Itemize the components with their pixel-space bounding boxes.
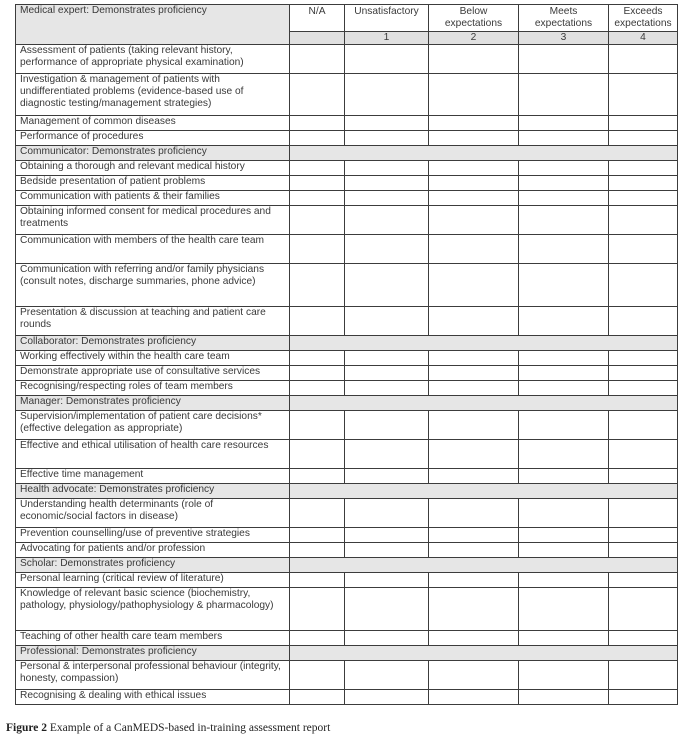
section-label: Professional: Demonstrates proficiency [16, 646, 290, 661]
rating-cell[interactable] [290, 45, 345, 74]
section-row [16, 146, 678, 161]
rating-cell[interactable] [609, 469, 678, 484]
rating-cell[interactable] [290, 690, 345, 705]
table-row [16, 469, 678, 484]
rating-cell[interactable] [429, 116, 519, 131]
rating-cell[interactable] [429, 307, 519, 336]
rating-cell[interactable] [519, 235, 609, 264]
item-label: Presentation & discussion at teaching and patient care rounds [16, 307, 290, 336]
rating-cell[interactable] [429, 351, 519, 366]
table-row [16, 206, 678, 235]
rating-cell[interactable] [609, 161, 678, 176]
section-spacer [290, 396, 678, 411]
rating-cell[interactable] [429, 45, 519, 74]
rating-cell[interactable] [519, 631, 609, 646]
rating-cell[interactable] [609, 45, 678, 74]
item-label: Communication with members of the health care team [16, 235, 290, 264]
rating-cell[interactable] [609, 74, 678, 116]
assessment-table [15, 4, 678, 705]
rating-cell[interactable] [345, 45, 429, 74]
rating-cell[interactable] [519, 440, 609, 469]
section-label: Health advocate: Demonstrates proficiency [16, 484, 290, 499]
table-row [16, 45, 678, 74]
item-label: Management of common diseases [16, 116, 290, 131]
rating-cell[interactable] [519, 381, 609, 396]
rating-cell[interactable] [290, 440, 345, 469]
rating-cell[interactable] [290, 573, 345, 588]
table-row [16, 411, 678, 440]
rating-cell[interactable] [345, 176, 429, 191]
rating-cell[interactable] [609, 116, 678, 131]
rating-cell[interactable] [609, 131, 678, 146]
item-label: Personal learning (critical review of literature) [16, 573, 290, 588]
rating-cell[interactable] [290, 381, 345, 396]
item-label: Effective time management [16, 469, 290, 484]
item-label: Communication with referring and/or family physicians (consult notes, discharge summaries, phone advice) [16, 264, 290, 307]
rating-cell[interactable] [345, 499, 429, 528]
table-row [16, 116, 678, 131]
rating-cell[interactable] [609, 307, 678, 336]
section-row [16, 336, 678, 351]
rating-cell[interactable] [609, 573, 678, 588]
rating-cell[interactable] [290, 588, 345, 631]
rating-cell[interactable] [609, 264, 678, 307]
rating-cell[interactable] [519, 116, 609, 131]
rating-cell[interactable] [609, 631, 678, 646]
rating-cell[interactable] [429, 543, 519, 558]
item-label: Understanding health determinants (role of economic/social factors in disease) [16, 499, 290, 528]
rating-cell[interactable] [609, 191, 678, 206]
rating-cell[interactable] [345, 264, 429, 307]
rating-cell[interactable] [345, 131, 429, 146]
rating-cell[interactable] [290, 469, 345, 484]
header-row [16, 5, 678, 32]
rating-cell[interactable] [519, 573, 609, 588]
col-na: N/A [290, 5, 345, 32]
rating-cell[interactable] [429, 631, 519, 646]
item-label: Assessment of patients (taking relevant history, performance of appropriate physical examination) [16, 45, 290, 74]
item-label: Knowledge of relevant basic science (biochemistry, pathology, physiology/pathophysiology & pharmacology) [16, 588, 290, 631]
scale-1: 1 [345, 32, 429, 45]
rating-cell[interactable] [345, 543, 429, 558]
scale-4: 4 [609, 32, 678, 45]
section-row [16, 484, 678, 499]
section-label: Manager: Demonstrates proficiency [16, 396, 290, 411]
rating-cell[interactable] [609, 543, 678, 558]
rating-cell[interactable] [345, 528, 429, 543]
section-row [16, 646, 678, 661]
rating-cell[interactable] [290, 411, 345, 440]
scale-na [290, 32, 345, 45]
rating-cell[interactable] [290, 116, 345, 131]
figure-caption [6, 722, 330, 734]
figure-label: Figure 2 [6, 722, 47, 734]
rating-cell[interactable] [519, 661, 609, 690]
section-row [16, 558, 678, 573]
rating-cell[interactable] [429, 528, 519, 543]
table-row [16, 351, 678, 366]
rating-cell[interactable] [345, 411, 429, 440]
rating-cell[interactable] [290, 131, 345, 146]
rating-cell[interactable] [519, 528, 609, 543]
rating-cell[interactable] [519, 131, 609, 146]
rating-cell[interactable] [429, 661, 519, 690]
table-row [16, 528, 678, 543]
rating-cell[interactable] [429, 573, 519, 588]
rating-cell[interactable] [345, 235, 429, 264]
rating-cell[interactable] [345, 588, 429, 631]
item-label: Recognising & dealing with ethical issues [16, 690, 290, 705]
rating-cell[interactable] [609, 381, 678, 396]
item-label: Personal & interpersonal professional behaviour (integrity, honesty, compassion) [16, 661, 290, 690]
rating-cell[interactable] [345, 661, 429, 690]
item-label: Supervision/implementation of patient care decisions* (effective delegation as appropriate) [16, 411, 290, 440]
rating-cell[interactable] [290, 307, 345, 336]
col-exceeds-expectations: Exceeds expectations [609, 5, 678, 32]
scale-2: 2 [429, 32, 519, 45]
rating-cell[interactable] [609, 366, 678, 381]
rating-cell[interactable] [290, 176, 345, 191]
rating-cell[interactable] [519, 351, 609, 366]
rating-cell[interactable] [345, 573, 429, 588]
item-label: Advocating for patients and/or profession [16, 543, 290, 558]
col-meets-expectations: Meets expectations [519, 5, 609, 32]
rating-cell[interactable] [519, 45, 609, 74]
rating-cell[interactable] [429, 366, 519, 381]
table-row [16, 307, 678, 336]
rating-cell[interactable] [429, 469, 519, 484]
rating-cell[interactable] [429, 690, 519, 705]
section-medical-expert: Medical expert: Demonstrates proficiency [16, 5, 290, 45]
rating-cell[interactable] [345, 366, 429, 381]
rating-cell[interactable] [519, 588, 609, 631]
table-row [16, 661, 678, 690]
rating-cell[interactable] [429, 588, 519, 631]
item-label: Effective and ethical utilisation of health care resources [16, 440, 290, 469]
rating-cell[interactable] [609, 661, 678, 690]
item-label: Working effectively within the health care team [16, 351, 290, 366]
rating-cell[interactable] [519, 469, 609, 484]
item-label: Obtaining a thorough and relevant medical history [16, 161, 290, 176]
rating-cell[interactable] [429, 74, 519, 116]
rating-cell[interactable] [609, 411, 678, 440]
rating-cell[interactable] [345, 469, 429, 484]
table-row [16, 588, 678, 631]
rating-cell[interactable] [345, 351, 429, 366]
table-row [16, 235, 678, 264]
rating-cell[interactable] [429, 411, 519, 440]
rating-cell[interactable] [345, 206, 429, 235]
table-row [16, 690, 678, 705]
section-spacer [290, 146, 678, 161]
rating-cell[interactable] [519, 307, 609, 336]
rating-cell[interactable] [429, 206, 519, 235]
rating-cell[interactable] [345, 690, 429, 705]
item-label: Prevention counselling/use of preventive strategies [16, 528, 290, 543]
rating-cell[interactable] [290, 631, 345, 646]
item-label: Performance of procedures [16, 131, 290, 146]
rating-cell[interactable] [429, 131, 519, 146]
rating-cell[interactable] [290, 499, 345, 528]
item-label: Recognising/respecting roles of team members [16, 381, 290, 396]
rating-cell[interactable] [290, 366, 345, 381]
rating-cell[interactable] [345, 440, 429, 469]
rating-cell[interactable] [345, 74, 429, 116]
rating-cell[interactable] [345, 307, 429, 336]
rating-cell[interactable] [609, 528, 678, 543]
rating-cell[interactable] [290, 206, 345, 235]
section-row [16, 396, 678, 411]
table-row [16, 440, 678, 469]
rating-cell[interactable] [609, 351, 678, 366]
rating-cell[interactable] [609, 690, 678, 705]
rating-cell[interactable] [519, 543, 609, 558]
item-label: Demonstrate appropriate use of consultative services [16, 366, 290, 381]
table-row [16, 264, 678, 307]
table-row [16, 191, 678, 206]
rating-cell[interactable] [345, 191, 429, 206]
rating-cell[interactable] [519, 176, 609, 191]
item-label: Bedside presentation of patient problems [16, 176, 290, 191]
section-label: Scholar: Demonstrates proficiency [16, 558, 290, 573]
rating-cell[interactable] [345, 381, 429, 396]
col-below-expectations: Below expectations [429, 5, 519, 32]
rating-cell[interactable] [345, 116, 429, 131]
section-label: Communicator: Demonstrates proficiency [16, 146, 290, 161]
rating-cell[interactable] [429, 381, 519, 396]
rating-cell[interactable] [429, 499, 519, 528]
rating-cell[interactable] [519, 690, 609, 705]
table-row [16, 131, 678, 146]
col-unsatisfactory: Unsatisfactory [345, 5, 429, 32]
rating-cell[interactable] [429, 161, 519, 176]
rating-cell[interactable] [609, 206, 678, 235]
rating-cell[interactable] [290, 528, 345, 543]
rating-cell[interactable] [290, 351, 345, 366]
item-label: Teaching of other health care team members [16, 631, 290, 646]
table-row [16, 573, 678, 588]
rating-cell[interactable] [429, 440, 519, 469]
rating-cell[interactable] [519, 411, 609, 440]
rating-cell[interactable] [345, 631, 429, 646]
rating-cell[interactable] [519, 161, 609, 176]
rating-cell[interactable] [290, 264, 345, 307]
item-label: Obtaining informed consent for medical procedures and treatments [16, 206, 290, 235]
rating-cell[interactable] [429, 235, 519, 264]
rating-cell[interactable] [519, 191, 609, 206]
rating-cell[interactable] [609, 176, 678, 191]
rating-cell[interactable] [290, 74, 345, 116]
section-spacer [290, 484, 678, 499]
table-row [16, 74, 678, 116]
rating-cell[interactable] [519, 499, 609, 528]
rating-cell[interactable] [609, 588, 678, 631]
table-row [16, 631, 678, 646]
table-row [16, 366, 678, 381]
rating-cell[interactable] [519, 366, 609, 381]
table-row [16, 499, 678, 528]
table-row [16, 161, 678, 176]
section-spacer [290, 558, 678, 573]
rating-cell[interactable] [429, 264, 519, 307]
rating-cell[interactable] [609, 235, 678, 264]
rating-cell[interactable] [609, 440, 678, 469]
rating-cell[interactable] [519, 74, 609, 116]
section-spacer [290, 336, 678, 351]
rating-cell[interactable] [345, 161, 429, 176]
item-label: Communication with patients & their families [16, 191, 290, 206]
rating-cell[interactable] [290, 543, 345, 558]
rating-cell[interactable] [609, 499, 678, 528]
rating-cell[interactable] [290, 661, 345, 690]
section-spacer [290, 646, 678, 661]
table-row [16, 543, 678, 558]
rating-cell[interactable] [290, 161, 345, 176]
rating-cell[interactable] [519, 264, 609, 307]
table-row [16, 176, 678, 191]
item-label: Investigation & management of patients with undifferentiated problems (evidence-based use of diagnostic testing/management strategies) [16, 74, 290, 116]
section-label: Collaborator: Demonstrates proficiency [16, 336, 290, 351]
rating-cell[interactable] [519, 206, 609, 235]
rating-cell[interactable] [429, 176, 519, 191]
table-row [16, 381, 678, 396]
rating-cell[interactable] [290, 191, 345, 206]
scale-3: 3 [519, 32, 609, 45]
figure-caption-text: Example of a CanMEDS-based in-training assessment report [47, 722, 331, 734]
rating-cell[interactable] [429, 191, 519, 206]
rating-cell[interactable] [290, 235, 345, 264]
